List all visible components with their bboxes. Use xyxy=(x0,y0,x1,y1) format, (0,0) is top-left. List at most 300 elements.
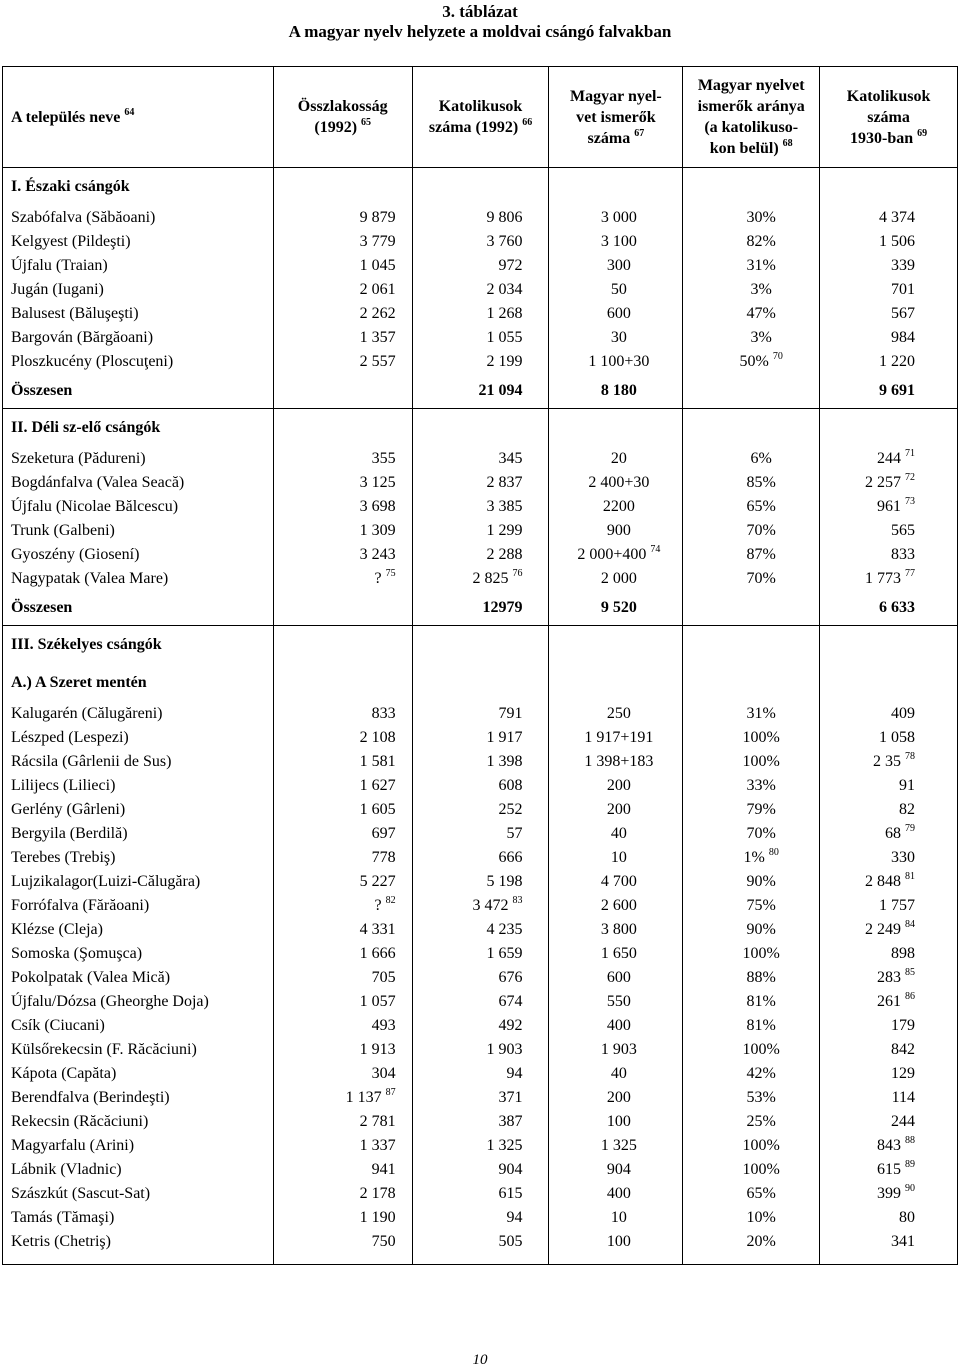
population: 1 190 xyxy=(273,1206,412,1230)
table-row xyxy=(3,350,958,374)
settlement-name: Balusest (Băluşeşti) xyxy=(3,302,274,326)
total-catholics-1930: 6 633 xyxy=(879,599,915,616)
hungarian-ratio: 81% xyxy=(683,990,820,1014)
section-subtitle xyxy=(3,664,958,702)
hungarian-speakers: 3 100 xyxy=(549,230,683,254)
population: ? $^{75}$ xyxy=(273,567,412,591)
hungarian-ratio: 100% xyxy=(683,1038,820,1062)
catholics-1992: 1 659 xyxy=(412,942,549,966)
empty-cell xyxy=(683,591,820,626)
catholics-1930: 961 $^{73}$ xyxy=(877,496,915,515)
catholics-1992: 2 288 xyxy=(412,543,549,567)
catholics-1930: 399 $^{90}$ xyxy=(877,1183,915,1202)
hungarian-ratio: 70% xyxy=(683,567,820,591)
total-row xyxy=(3,374,958,409)
table-number: 3. táblázat xyxy=(442,2,518,21)
hungarian-ratio: 75% xyxy=(683,894,820,918)
settlement-name: Bargován (Bărgăoani) xyxy=(3,326,274,350)
total-label: Összesen xyxy=(3,591,274,626)
settlement-name: Külsőrekecsin (F. Răcăciuni) xyxy=(3,1038,274,1062)
table-title: A magyar nyelv helyzete a moldvai csángó falvakban xyxy=(288,22,672,41)
section-title xyxy=(3,626,958,665)
section-title xyxy=(3,168,958,207)
catholics-1930: 129 xyxy=(891,1065,915,1082)
population: 750 xyxy=(273,1230,412,1254)
hungarian-ratio: 100% xyxy=(683,1158,820,1182)
spacer-row xyxy=(3,1254,958,1265)
hungarian-ratio: 1% $^{80}$ xyxy=(683,846,820,870)
empty-cell xyxy=(273,626,412,665)
table-row xyxy=(3,918,958,942)
catholics-1930: 1 506 xyxy=(879,233,915,250)
empty-cell xyxy=(273,664,412,702)
hungarian-speakers: 3 800 xyxy=(549,918,683,942)
section-title-label: I. Északi csángók xyxy=(3,168,274,207)
catholics-1992: 1 055 xyxy=(412,326,549,350)
population: 1 357 xyxy=(273,326,412,350)
catholics-1930: 4 374 xyxy=(879,209,915,226)
catholics-1930: 330 xyxy=(891,849,915,866)
hungarian-ratio: 100% xyxy=(683,726,820,750)
catholics-1992: 94 xyxy=(412,1206,549,1230)
header-hungarian-ratio: Magyar nyelvet ismerők aránya (a katolikuso- kon belül) $^{68}$ xyxy=(683,67,820,168)
hungarian-speakers: 400 xyxy=(549,1182,683,1206)
population: ? $^{82}$ xyxy=(273,894,412,918)
empty-cell xyxy=(820,1254,958,1265)
catholics-1930: 2 257 $^{72}$ xyxy=(865,472,915,491)
hungarian-speakers: 10 xyxy=(549,846,683,870)
catholics-1930: 91 xyxy=(899,777,915,794)
section-szekely xyxy=(3,626,958,1265)
hungarian-ratio: 20% xyxy=(683,1230,820,1254)
csango-language-table xyxy=(2,66,958,1265)
total-label: Összesen xyxy=(3,374,274,409)
settlement-name: Lilijecs (Lilieci) xyxy=(3,774,274,798)
table-row xyxy=(3,894,958,918)
hungarian-speakers: 250 xyxy=(549,702,683,726)
header-catholics-1992: Katolikusok száma (1992) $^{66}$ xyxy=(412,67,549,168)
population: 1 627 xyxy=(273,774,412,798)
population: 2 557 xyxy=(273,350,412,374)
hungarian-speakers: 1 398+183 xyxy=(549,750,683,774)
section-title-label: III. Székelyes csángók xyxy=(3,626,274,665)
settlement-name: Berendfalva (Berindeşti) xyxy=(3,1086,274,1110)
settlement-name: Kelgyest (Pildeşti) xyxy=(3,230,274,254)
settlement-name: Újfalu/Dózsa (Gheorghe Doja) xyxy=(3,990,274,1014)
catholics-1992: 791 xyxy=(412,702,549,726)
population: 2 178 xyxy=(273,1182,412,1206)
settlement-name: Trunk (Galbeni) xyxy=(3,519,274,543)
settlement-name: Somoska (Şomuşca) xyxy=(3,942,274,966)
total-catholics-1992: 21 094 xyxy=(412,374,549,409)
table-row xyxy=(3,495,958,519)
hungarian-speakers: 200 xyxy=(549,1086,683,1110)
hungarian-speakers: 600 xyxy=(549,966,683,990)
catholics-1992: 3 385 xyxy=(412,495,549,519)
catholics-1992: 3 472 $^{83}$ xyxy=(412,894,549,918)
empty-cell xyxy=(683,409,820,448)
catholics-1992: 371 xyxy=(412,1086,549,1110)
catholics-1930: 409 xyxy=(891,705,915,722)
hungarian-ratio: 88% xyxy=(683,966,820,990)
population: 833 xyxy=(273,702,412,726)
hungarian-speakers: 2200 xyxy=(549,495,683,519)
hungarian-ratio: 30% xyxy=(683,206,820,230)
population: 697 xyxy=(273,822,412,846)
hungarian-ratio: 10% xyxy=(683,1206,820,1230)
hungarian-speakers: 900 xyxy=(549,519,683,543)
header-population: Összlakosság (1992) $^{65}$ xyxy=(273,67,412,168)
catholics-1992: 9 806 xyxy=(412,206,549,230)
empty-cell xyxy=(273,1254,412,1265)
empty-cell xyxy=(412,409,549,448)
catholics-1992: 57 xyxy=(412,822,549,846)
catholics-1930: 615 $^{89}$ xyxy=(877,1159,915,1178)
empty-cell xyxy=(683,626,820,665)
table-row xyxy=(3,846,958,870)
hungarian-ratio: 82% xyxy=(683,230,820,254)
hungarian-ratio: 87% xyxy=(683,543,820,567)
hungarian-ratio: 100% xyxy=(683,1134,820,1158)
hungarian-speakers: 50 xyxy=(549,278,683,302)
settlement-name: Csík (Ciucani) xyxy=(3,1014,274,1038)
empty-cell xyxy=(820,664,958,702)
settlement-name: Szabófalva (Săbăoani) xyxy=(3,206,274,230)
catholics-1992: 676 xyxy=(412,966,549,990)
settlement-name: Kápota (Capăta) xyxy=(3,1062,274,1086)
header-settlement: A település neve $^{64}$ xyxy=(3,67,274,168)
empty-cell xyxy=(273,168,412,207)
settlement-name: Klézse (Cleja) xyxy=(3,918,274,942)
settlement-name: Magyarfalu (Arini) xyxy=(3,1134,274,1158)
hungarian-speakers: 1 100+30 xyxy=(549,350,683,374)
settlement-name: Rekecsin (Răcăciuni) xyxy=(3,1110,274,1134)
population: 2 108 xyxy=(273,726,412,750)
settlement-name: Bergyila (Berdilă) xyxy=(3,822,274,846)
catholics-1930: 843 $^{88}$ xyxy=(877,1135,915,1154)
hungarian-speakers: 10 xyxy=(549,1206,683,1230)
table-row xyxy=(3,990,958,1014)
population: 9 879 xyxy=(273,206,412,230)
population: 3 125 xyxy=(273,471,412,495)
settlement-name: Újfalu (Nicolae Bălcescu) xyxy=(3,495,274,519)
catholics-1992: 2 034 xyxy=(412,278,549,302)
empty-cell xyxy=(549,626,683,665)
table-row xyxy=(3,543,958,567)
hungarian-speakers: 100 xyxy=(549,1110,683,1134)
empty-cell xyxy=(683,664,820,702)
table-row xyxy=(3,567,958,591)
catholics-1930: 1 757 xyxy=(879,897,915,914)
hungarian-speakers: 1 650 xyxy=(549,942,683,966)
hungarian-ratio: 65% xyxy=(683,1182,820,1206)
hungarian-speakers: 20 xyxy=(549,447,683,471)
table-row xyxy=(3,702,958,726)
catholics-1992: 615 xyxy=(412,1182,549,1206)
table-row xyxy=(3,726,958,750)
total-catholics-1930: 9 691 xyxy=(879,382,915,399)
empty-cell xyxy=(412,168,549,207)
catholics-1930: 244 xyxy=(891,1113,915,1130)
population: 3 698 xyxy=(273,495,412,519)
settlement-name: Lábnik (Vladnic) xyxy=(3,1158,274,1182)
empty-cell xyxy=(683,1254,820,1265)
hungarian-speakers: 2 600 xyxy=(549,894,683,918)
table-row xyxy=(3,1110,958,1134)
catholics-1930: 2 848 $^{81}$ xyxy=(865,871,915,890)
hungarian-ratio: 31% xyxy=(683,702,820,726)
empty-cell xyxy=(549,1254,683,1265)
total-row xyxy=(3,591,958,626)
settlement-name: Tamás (Tămaşi) xyxy=(3,1206,274,1230)
population: 1 057 xyxy=(273,990,412,1014)
catholics-1930: 565 xyxy=(891,522,915,539)
population: 1 666 xyxy=(273,942,412,966)
population: 3 243 xyxy=(273,543,412,567)
catholics-1930: 82 xyxy=(899,801,915,818)
population: 1 045 xyxy=(273,254,412,278)
hungarian-ratio: 85% xyxy=(683,471,820,495)
population: 5 227 xyxy=(273,870,412,894)
hungarian-ratio: 65% xyxy=(683,495,820,519)
table-row xyxy=(3,471,958,495)
section-southern xyxy=(3,409,958,626)
table-row xyxy=(3,942,958,966)
catholics-1992: 1 268 xyxy=(412,302,549,326)
population: 2 781 xyxy=(273,1110,412,1134)
population: 941 xyxy=(273,1158,412,1182)
hungarian-speakers: 1 903 xyxy=(549,1038,683,1062)
population: 4 331 xyxy=(273,918,412,942)
population: 2 061 xyxy=(273,278,412,302)
catholics-1992: 2 825 $^{76}$ xyxy=(412,567,549,591)
settlement-name: Gyoszény (Giosení) xyxy=(3,543,274,567)
catholics-1992: 252 xyxy=(412,798,549,822)
section-subtitle-label: A.) A Szeret mentén xyxy=(3,664,274,702)
hungarian-ratio: 90% xyxy=(683,918,820,942)
population: 705 xyxy=(273,966,412,990)
catholics-1930: 68 $^{79}$ xyxy=(885,823,915,842)
settlement-name: Ploszkucény (Ploscuţeni) xyxy=(3,350,274,374)
catholics-1992: 505 xyxy=(412,1230,549,1254)
empty-cell xyxy=(412,664,549,702)
empty-cell xyxy=(683,168,820,207)
catholics-1930: 567 xyxy=(891,305,915,322)
hungarian-speakers: 3 000 xyxy=(549,206,683,230)
empty-cell xyxy=(273,591,412,626)
hungarian-speakers: 1 917+191 xyxy=(549,726,683,750)
hungarian-speakers: 400 xyxy=(549,1014,683,1038)
catholics-1930: 701 xyxy=(891,281,915,298)
empty-cell xyxy=(549,168,683,207)
total-catholics-1992: 12979 xyxy=(412,591,549,626)
empty-cell xyxy=(549,664,683,702)
catholics-1992: 4 235 xyxy=(412,918,549,942)
catholics-1992: 666 xyxy=(412,846,549,870)
population: 304 xyxy=(273,1062,412,1086)
settlement-name: Szászkút (Sascut-Sat) xyxy=(3,1182,274,1206)
hungarian-ratio: 3% xyxy=(683,278,820,302)
page-number: 10 xyxy=(472,1352,488,1368)
header-row xyxy=(3,67,958,168)
table-row xyxy=(3,302,958,326)
catholics-1930: 1 220 xyxy=(879,353,915,370)
empty-cell xyxy=(549,409,683,448)
catholics-1930: 984 xyxy=(891,329,915,346)
catholics-1930: 339 xyxy=(891,257,915,274)
population: 493 xyxy=(273,1014,412,1038)
table-row xyxy=(3,750,958,774)
table-row xyxy=(3,822,958,846)
hungarian-ratio: 47% xyxy=(683,302,820,326)
catholics-1992: 1 903 xyxy=(412,1038,549,1062)
population: 1 581 xyxy=(273,750,412,774)
catholics-1992: 492 xyxy=(412,1014,549,1038)
table-row xyxy=(3,230,958,254)
population: 2 262 xyxy=(273,302,412,326)
catholics-1992: 94 xyxy=(412,1062,549,1086)
hungarian-speakers: 100 xyxy=(549,1230,683,1254)
catholics-1930: 283 $^{85}$ xyxy=(877,967,915,986)
catholics-1992: 1 299 xyxy=(412,519,549,543)
total-hungarian-speakers: 9 520 xyxy=(549,591,683,626)
population: 1 605 xyxy=(273,798,412,822)
hungarian-ratio: 70% xyxy=(683,519,820,543)
catholics-1930: 2 249 $^{84}$ xyxy=(865,919,915,938)
catholics-1992: 2 837 xyxy=(412,471,549,495)
population: 355 xyxy=(273,447,412,471)
hungarian-ratio: 70% xyxy=(683,822,820,846)
empty-cell xyxy=(412,1254,549,1265)
settlement-name: Jugán (Iugani) xyxy=(3,278,274,302)
table-row xyxy=(3,870,958,894)
hungarian-speakers: 550 xyxy=(549,990,683,1014)
hungarian-speakers: 4 700 xyxy=(549,870,683,894)
catholics-1992: 3 760 xyxy=(412,230,549,254)
table-row xyxy=(3,1014,958,1038)
hungarian-ratio: 81% xyxy=(683,1014,820,1038)
header-hungarian-speakers: Magyar nyel- vet ismerők száma $^{67}$ xyxy=(549,67,683,168)
settlement-name: Bogdánfalva (Valea Seacă) xyxy=(3,471,274,495)
catholics-1930: 898 xyxy=(891,945,915,962)
population: 1 913 xyxy=(273,1038,412,1062)
population: 3 779 xyxy=(273,230,412,254)
catholics-1992: 1 917 xyxy=(412,726,549,750)
table-row xyxy=(3,1086,958,1110)
hungarian-speakers: 2 000 xyxy=(549,567,683,591)
catholics-1992: 972 xyxy=(412,254,549,278)
table-row xyxy=(3,254,958,278)
table-row xyxy=(3,326,958,350)
hungarian-ratio: 90% xyxy=(683,870,820,894)
catholics-1930: 179 xyxy=(891,1017,915,1034)
table-row xyxy=(3,1182,958,1206)
settlement-name: Nagypatak (Valea Mare) xyxy=(3,567,274,591)
table-row xyxy=(3,1062,958,1086)
settlement-name: Gerlény (Gârleni) xyxy=(3,798,274,822)
empty-cell xyxy=(412,626,549,665)
catholics-1930: 1 058 xyxy=(879,729,915,746)
settlement-name: Forrófalva (Fărăoani) xyxy=(3,894,274,918)
hungarian-speakers: 40 xyxy=(549,822,683,846)
hungarian-speakers: 904 xyxy=(549,1158,683,1182)
hungarian-ratio: 53% xyxy=(683,1086,820,1110)
hungarian-speakers: 300 xyxy=(549,254,683,278)
empty-cell xyxy=(683,374,820,409)
empty-cell xyxy=(273,409,412,448)
hungarian-ratio: 42% xyxy=(683,1062,820,1086)
hungarian-speakers: 600 xyxy=(549,302,683,326)
settlement-name: Terebes (Trebiş) xyxy=(3,846,274,870)
catholics-1992: 1 398 xyxy=(412,750,549,774)
catholics-1992: 2 199 xyxy=(412,350,549,374)
table-row xyxy=(3,1134,958,1158)
section-title xyxy=(3,409,958,448)
settlement-name: Lészped (Lespezi) xyxy=(3,726,274,750)
catholics-1992: 674 xyxy=(412,990,549,1014)
catholics-1930: 244 $^{71}$ xyxy=(877,448,915,467)
hungarian-ratio: 25% xyxy=(683,1110,820,1134)
hungarian-speakers: 1 325 xyxy=(549,1134,683,1158)
population: 1 137 $^{87}$ xyxy=(273,1086,412,1110)
hungarian-speakers: 200 xyxy=(549,798,683,822)
table-row xyxy=(3,966,958,990)
hungarian-ratio: 100% xyxy=(683,942,820,966)
catholics-1992: 387 xyxy=(412,1110,549,1134)
settlement-name: Szeketura (Pădureni) xyxy=(3,447,274,471)
header-catholics-1930: Katolikusok száma 1930-ban $^{69}$ xyxy=(846,87,931,147)
hungarian-speakers: 40 xyxy=(549,1062,683,1086)
table-row xyxy=(3,1206,958,1230)
hungarian-ratio: 31% xyxy=(683,254,820,278)
catholics-1992: 5 198 xyxy=(412,870,549,894)
settlement-name: Pokolpatak (Valea Mică) xyxy=(3,966,274,990)
table-row xyxy=(3,278,958,302)
population: 1 309 xyxy=(273,519,412,543)
catholics-1930: 833 xyxy=(891,546,915,563)
hungarian-speakers: 2 000+400 $^{74}$ xyxy=(549,543,683,567)
section-title-label: II. Déli sz-elő csángók xyxy=(3,409,274,448)
table-row xyxy=(3,1038,958,1062)
empty-cell xyxy=(820,168,958,207)
catholics-1930: 2 35 $^{78}$ xyxy=(873,751,915,770)
population: 1 337 xyxy=(273,1134,412,1158)
catholics-1992: 608 xyxy=(412,774,549,798)
catholics-1930: 261 $^{86}$ xyxy=(877,991,915,1010)
total-hungarian-speakers: 8 180 xyxy=(549,374,683,409)
empty-cell xyxy=(820,409,958,448)
table-row xyxy=(3,519,958,543)
catholics-1992: 345 xyxy=(412,447,549,471)
table-row xyxy=(3,798,958,822)
table-row xyxy=(3,447,958,471)
hungarian-ratio: 79% xyxy=(683,798,820,822)
hungarian-speakers: 30 xyxy=(549,326,683,350)
table-row xyxy=(3,1230,958,1254)
catholics-1992: 904 xyxy=(412,1158,549,1182)
population: 778 xyxy=(273,846,412,870)
hungarian-ratio: 50% $^{70}$ xyxy=(683,350,820,374)
table-row xyxy=(3,206,958,230)
catholics-1930: 1 773 $^{77}$ xyxy=(865,568,915,587)
empty-cell xyxy=(820,626,958,665)
hungarian-ratio: 3% xyxy=(683,326,820,350)
empty-cell xyxy=(273,374,412,409)
hungarian-speakers: 200 xyxy=(549,774,683,798)
table-row xyxy=(3,1158,958,1182)
catholics-1930: 341 xyxy=(891,1233,915,1250)
hungarian-speakers: 2 400+30 xyxy=(549,471,683,495)
